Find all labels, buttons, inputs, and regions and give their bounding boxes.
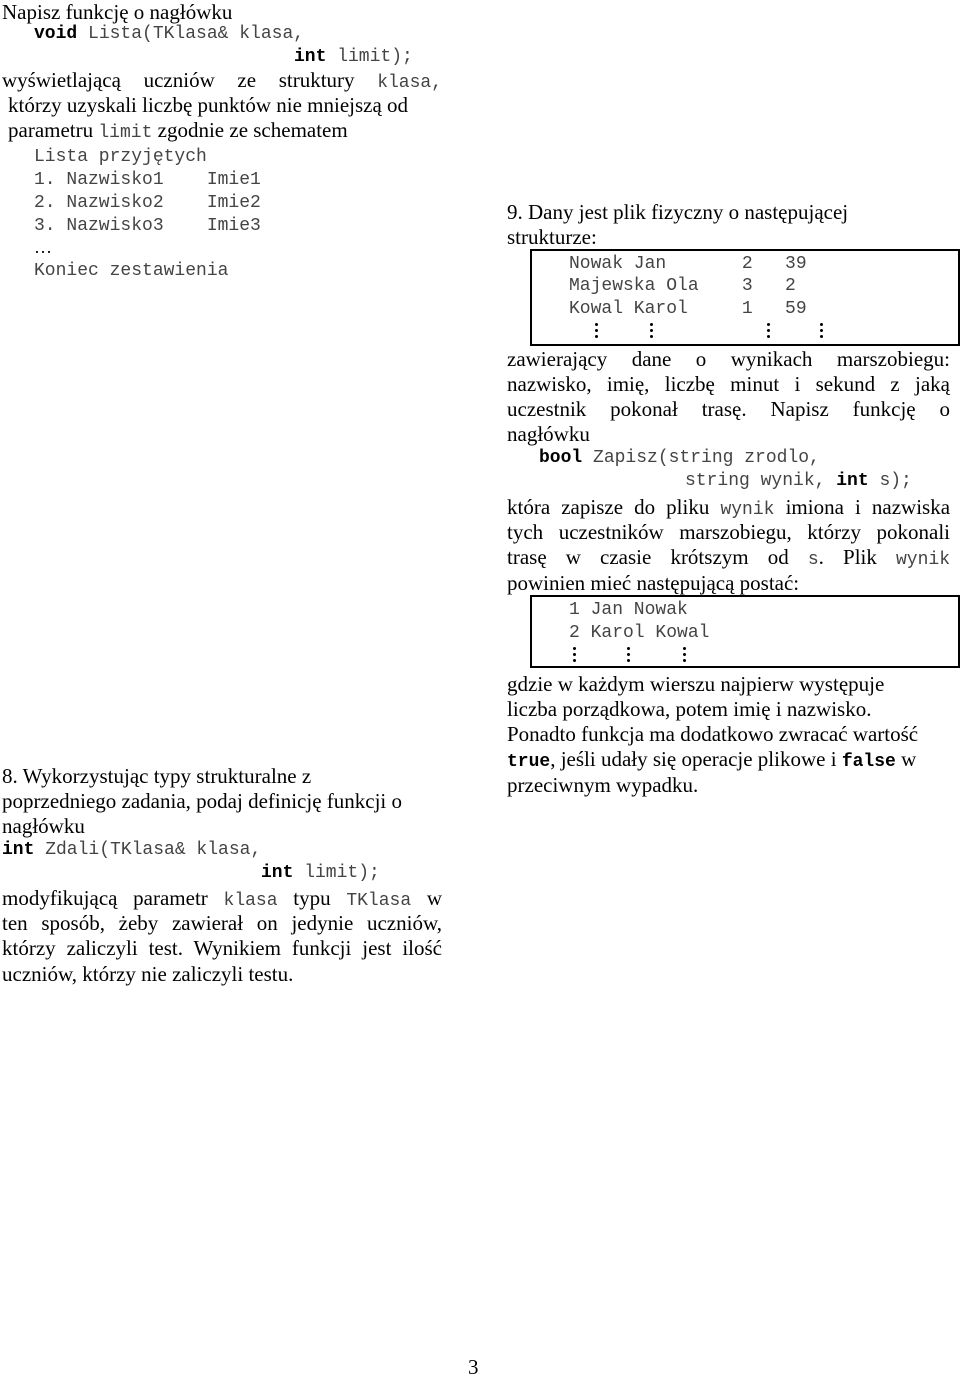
- list-row: 2. Nazwisko2 Imie2: [34, 193, 261, 213]
- list-ellipsis: …: [34, 237, 52, 257]
- task9-note-line5: przeciwnym wypadku.: [507, 773, 699, 797]
- task8-para-line4: uczniów, którzy nie zaliczyli testu.: [2, 962, 294, 986]
- task8-line2: poprzedniego zadania, podaj definicję funkcji o: [2, 789, 403, 813]
- list-row: 1. Nazwisko1 Imie1: [34, 170, 261, 190]
- task7-desc-line3: parametru limit zgodnie ze schematem: [8, 118, 348, 143]
- task9-para-line1: zawierający dane o wynikach marszobiegu:: [507, 347, 950, 371]
- file-row: Nowak Jan 2 39: [569, 254, 807, 274]
- task7-signature-line1: void Lista(TKlasa& klasa,: [34, 24, 305, 44]
- output-row: 2 Karol Kowal: [569, 623, 710, 643]
- task9-note-line2: liczba porządkowa, potem imię i nazwisko.: [507, 697, 872, 721]
- vertical-ellipsis-icon: [682, 647, 686, 663]
- task9-signature-line2: string wynik, int s);: [685, 471, 912, 491]
- task8-para-line3: którzy zaliczyli test. Wynikiem funkcji jest ilość: [2, 936, 442, 960]
- task7-signature-line2: int limit);: [294, 47, 413, 67]
- output-format-box: [530, 595, 960, 668]
- task9-desc-line3: trasę w czasie krótszym od s. Plik wynik: [507, 545, 951, 570]
- task9-note-line3: Ponadto funkcja ma dodatkowo zwracać wartość: [507, 722, 919, 746]
- task9-desc-line4: powinien mieć następującą postać:: [507, 571, 800, 595]
- task8-line3: nagłówku: [2, 814, 85, 838]
- file-row: Kowal Karol 1 59: [569, 299, 807, 319]
- list-row: 3. Nazwisko3 Imie3: [34, 216, 261, 236]
- vertical-ellipsis-icon: [626, 647, 630, 663]
- vertical-ellipsis-icon: [819, 323, 823, 339]
- task9-para-line2: nazwisko, imię, liczbę minut i sekund z jaką: [507, 372, 950, 396]
- task9-desc-line1: która zapisze do pliku wynik imiona i nazwiska: [507, 495, 951, 520]
- task9-line2: strukturze:: [507, 225, 597, 249]
- vertical-ellipsis-icon: [766, 323, 770, 339]
- task7-desc-line2: którzy uzyskali liczbę punktów nie mniejszą od: [8, 93, 409, 117]
- task8-line1: 8. Wykorzystując typy strukturalne z: [2, 764, 312, 788]
- page-number: 3: [468, 1355, 479, 1379]
- vertical-ellipsis-icon: [594, 323, 598, 339]
- vertical-ellipsis-icon: [649, 323, 653, 339]
- task9-signature-line1: bool Zapisz(string zrodlo,: [539, 448, 820, 468]
- file-structure-box: [530, 249, 960, 346]
- task8-para-line1: modyfikującą parametr klasa typu TKlasa w: [2, 886, 443, 911]
- task8-signature-line1: int Zdali(TKlasa& klasa,: [2, 840, 262, 860]
- task9-desc-line2: tych uczestników marszobiegu, którzy pokonali: [507, 520, 950, 544]
- task9-para-line3: uczestnik pokonał trasę. Napisz funkcję o: [507, 397, 950, 421]
- task8-para-line2: ten sposób, żeby zawierał on jedynie uczniów,: [2, 911, 442, 935]
- task9-line1: 9. Dany jest plik fizyczny o następującej: [507, 200, 849, 224]
- task8-signature-line2: int limit);: [261, 863, 380, 883]
- task7-intro: Napisz funkcję o nagłówku: [2, 0, 233, 24]
- task9-note-line4: true, jeśli udały się operacje plikowe i false w: [507, 747, 917, 772]
- output-row: 1 Jan Nowak: [569, 600, 688, 620]
- task7-desc-line1: wyświetlającą uczniów ze struktury klasa,: [2, 68, 442, 93]
- list-footer: Koniec zestawienia: [34, 261, 229, 281]
- task9-para-line4: nagłówku: [507, 422, 590, 446]
- file-row: Majewska Ola 3 2: [569, 276, 796, 296]
- vertical-ellipsis-icon: [572, 647, 576, 663]
- list-header: Lista przyjętych: [34, 147, 207, 167]
- task9-note-line1: gdzie w każdym wierszu najpierw występuje: [507, 672, 885, 696]
